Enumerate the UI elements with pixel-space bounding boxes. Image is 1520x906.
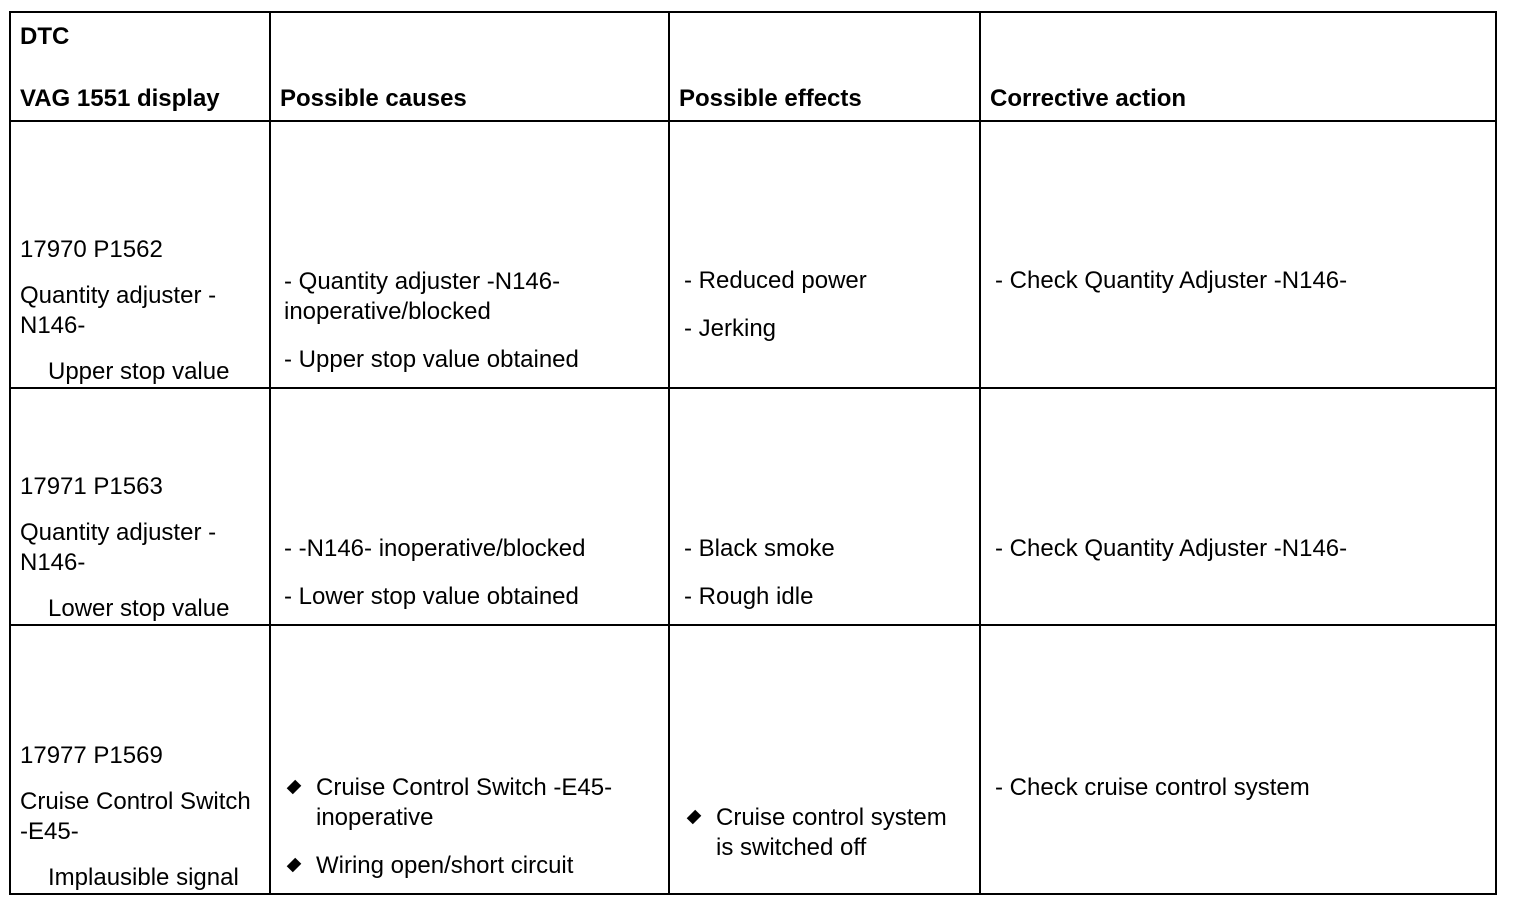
causes-cell (270, 625, 669, 894)
action-cell (980, 121, 1496, 388)
dtc-code: 17977 P1569 (20, 742, 163, 769)
dtc-component: Quantity adjuster -N146- (20, 519, 217, 576)
dtc-table (9, 11, 1497, 895)
table-header-row (10, 12, 1496, 121)
effect-item (684, 803, 967, 863)
dtc-component: Cruise Control Switch -E45- (20, 788, 251, 845)
header-causes-label: Possible causes (280, 85, 467, 112)
dtc-code: 17971 P1563 (20, 473, 163, 500)
action-item: - Check Quantity Adjuster -N146- (995, 535, 1348, 562)
cause-text: Cruise Control Switch -E45- inoperative (316, 774, 613, 831)
action-cell (980, 625, 1496, 894)
table-row (10, 388, 1496, 625)
action-item: - Check cruise control system (995, 774, 1310, 801)
dtc-code: 17970 P1562 (20, 236, 163, 263)
causes-cell (270, 388, 669, 625)
cause-item: - Lower stop value obtained (284, 583, 579, 610)
cause-item: - Quantity adjuster -N146- inoperative/blocked (284, 268, 561, 325)
effect-item: - Rough idle (684, 583, 814, 610)
effect-item: - Black smoke (684, 535, 835, 562)
dtc-component: Quantity adjuster -N146- (20, 282, 217, 339)
effect-text: Cruise control system is switched off (716, 804, 947, 861)
diamond-bullet-icon (687, 810, 702, 825)
effects-cell (669, 121, 980, 388)
header-dtc (10, 12, 270, 121)
table-row (10, 121, 1496, 388)
table-row (10, 625, 1496, 894)
effects-cell (669, 625, 980, 894)
effect-item: - Jerking (684, 315, 777, 342)
cause-item (284, 773, 656, 833)
header-vag-label: VAG 1551 display (20, 85, 220, 112)
header-action (980, 12, 1496, 121)
dtc-condition: Upper stop value (48, 358, 230, 385)
dtc-condition: Implausible signal (48, 864, 239, 891)
dtc-condition: Lower stop value (48, 595, 230, 622)
cause-item: - Upper stop value obtained (284, 346, 579, 373)
dtc-cell (10, 121, 270, 388)
header-dtc-label: DTC (20, 23, 70, 50)
header-effects (669, 12, 980, 121)
cause-item (284, 851, 656, 881)
cause-item: - -N146- inoperative/blocked (284, 535, 586, 562)
diamond-bullet-icon (287, 858, 302, 873)
header-causes (270, 12, 669, 121)
causes-cell (270, 121, 669, 388)
cause-text: Wiring open/short circuit (316, 852, 574, 879)
header-action-label: Corrective action (990, 85, 1187, 112)
diamond-bullet-icon (287, 780, 302, 795)
dtc-cell (10, 625, 270, 894)
header-effects-label: Possible effects (679, 85, 862, 112)
action-item: - Check Quantity Adjuster -N146- (995, 267, 1348, 294)
dtc-cell (10, 388, 270, 625)
action-cell (980, 388, 1496, 625)
effects-cell (669, 388, 980, 625)
effect-item: - Reduced power (684, 267, 867, 294)
